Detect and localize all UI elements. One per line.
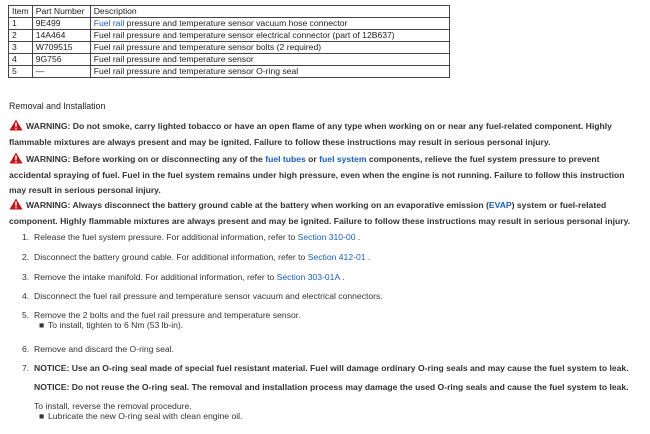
description-cell: Fuel rail pressure and temperature sensor O-ring seal	[90, 66, 449, 78]
warning-text: WARNING: Do not smoke, carry lighted tobacco or have an open flame of any type when working on or near any fuel-related component. Highly flammable mixtures are always present and may be ignited. Failure to follow these instructions may result in serious personal injury.	[9, 121, 612, 147]
step-text: Remove the 2 bolts and the fuel rail pressure and temperature sensor.	[34, 310, 301, 320]
part-number-cell: —	[32, 66, 90, 78]
step-text-end: .	[355, 232, 361, 242]
warning-text: WARNING: Always disconnect the battery ground cable at the battery when working on an evaporative emission (	[26, 200, 489, 210]
parts-table	[8, 5, 450, 78]
warning-smoking	[9, 119, 641, 150]
header-part-number: Part Number	[32, 6, 90, 18]
warning-battery	[9, 198, 641, 229]
section-303-01a-link[interactable]: Section 303-01A	[276, 272, 340, 282]
item-cell: 2	[9, 30, 33, 42]
step-number: 3.	[22, 272, 30, 282]
list-item	[22, 363, 642, 401]
section-310-00-link[interactable]: Section 310-00	[297, 232, 356, 242]
step-number: 2.	[22, 252, 30, 262]
step-text: Release the fuel system pressure. For additional information, refer to	[34, 232, 298, 242]
step-text: Disconnect the battery ground cable. For additional information, refer to	[34, 252, 308, 262]
item-cell: 1	[9, 18, 33, 30]
description-cell: Fuel rail pressure and temperature sensor	[90, 54, 449, 66]
list-item	[22, 310, 642, 344]
warning-fuel-pressure	[9, 152, 641, 199]
part-number-cell: 9E499	[32, 18, 90, 30]
bullet-icon: ■	[39, 320, 45, 330]
list-item	[22, 232, 642, 252]
step-number: 7.	[22, 363, 30, 373]
item-cell: 4	[9, 54, 33, 66]
part-number-cell: 14A464	[32, 30, 90, 42]
table-header-row	[9, 6, 450, 18]
step-number: 1.	[22, 232, 30, 242]
table-row	[9, 18, 450, 30]
bullet-icon: ■	[39, 411, 45, 421]
section-heading: Removal and Installation	[9, 101, 106, 111]
list-item	[22, 291, 642, 310]
warning-text: WARNING: Before working on or disconnecting any of the	[26, 154, 266, 164]
table-row	[9, 54, 450, 66]
warning-text: components, relieve the fuel system pressure to prevent accidental spraying of fuel. Fuel in the fuel system remains under high pressure, even when the engine is not running. Failure to follow this instruction may result in serious personal injury.	[9, 154, 625, 195]
part-number-cell: W709515	[32, 42, 90, 54]
step-text: Disconnect the fuel rail pressure and temperature sensor vacuum and electrical connectors.	[34, 291, 383, 301]
sub-bullet	[22, 320, 642, 330]
procedure-steps	[22, 232, 642, 421]
table-row	[9, 30, 450, 42]
table-row	[9, 42, 450, 54]
section-412-01-link[interactable]: Section 412-01	[307, 252, 366, 262]
notice-text: NOTICE: Do not reuse the O-ring seal. The removal and installation process may damage the used O-ring seals and cause the fuel system to leak.	[34, 382, 629, 392]
step-text: Remove the intake manifold. For additional information, refer to	[34, 272, 277, 282]
evap-link[interactable]: EVAP	[488, 200, 512, 210]
notice-text: NOTICE: Use an O-ring seal made of special fuel resistant material. Fuel will damage ordinary O-ring seals and may cause the fuel system to leak.	[34, 363, 629, 373]
list-item	[22, 252, 642, 272]
warning-text: or	[305, 154, 320, 164]
install-instructions	[22, 401, 642, 421]
description-cell: Fuel rail pressure and temperature sensor bolts (2 required)	[90, 42, 449, 54]
list-item	[22, 272, 642, 291]
description-text: pressure and temperature sensor vacuum hose connector	[124, 18, 348, 28]
step-text-end: .	[365, 252, 371, 262]
step-text-end: .	[339, 272, 345, 282]
part-number-cell: 9G756	[32, 54, 90, 66]
fuel-rail-link[interactable]: Fuel rail	[93, 18, 125, 28]
fuel-tubes-link[interactable]: fuel tubes	[265, 154, 306, 164]
description-cell: Fuel rail pressure and temperature sensor electrical connector (part of 12B637)	[90, 30, 449, 42]
item-cell: 3	[9, 42, 33, 54]
install-text: To install, reverse the removal procedure.	[34, 401, 192, 411]
table-row	[9, 66, 450, 78]
step-text: Remove and discard the O-ring seal.	[34, 344, 174, 354]
sub-text: Lubricate the new O-ring seal with clean engine oil.	[48, 411, 243, 421]
item-cell: 5	[9, 66, 33, 78]
warning-triangle-icon	[9, 198, 23, 210]
step-number: 5.	[22, 310, 30, 320]
warning-triangle-icon	[9, 152, 23, 164]
sub-bullet	[22, 411, 642, 421]
warning-triangle-icon	[9, 119, 23, 131]
list-item	[22, 344, 642, 363]
header-description: Description	[90, 6, 449, 18]
sub-text: To install, tighten to 6 Nm (53 lb-in).	[48, 320, 184, 330]
fuel-system-link[interactable]: fuel system	[319, 154, 367, 164]
step-number: 6.	[22, 344, 30, 354]
header-item: Item	[9, 6, 33, 18]
warning-text: ) system or fuel-related component. Highly flammable mixtures are always present and may be ignited. Failure to follow these instructions may result in serious personal injury.	[9, 200, 631, 226]
description-cell	[90, 18, 449, 30]
step-number: 4.	[22, 291, 30, 301]
